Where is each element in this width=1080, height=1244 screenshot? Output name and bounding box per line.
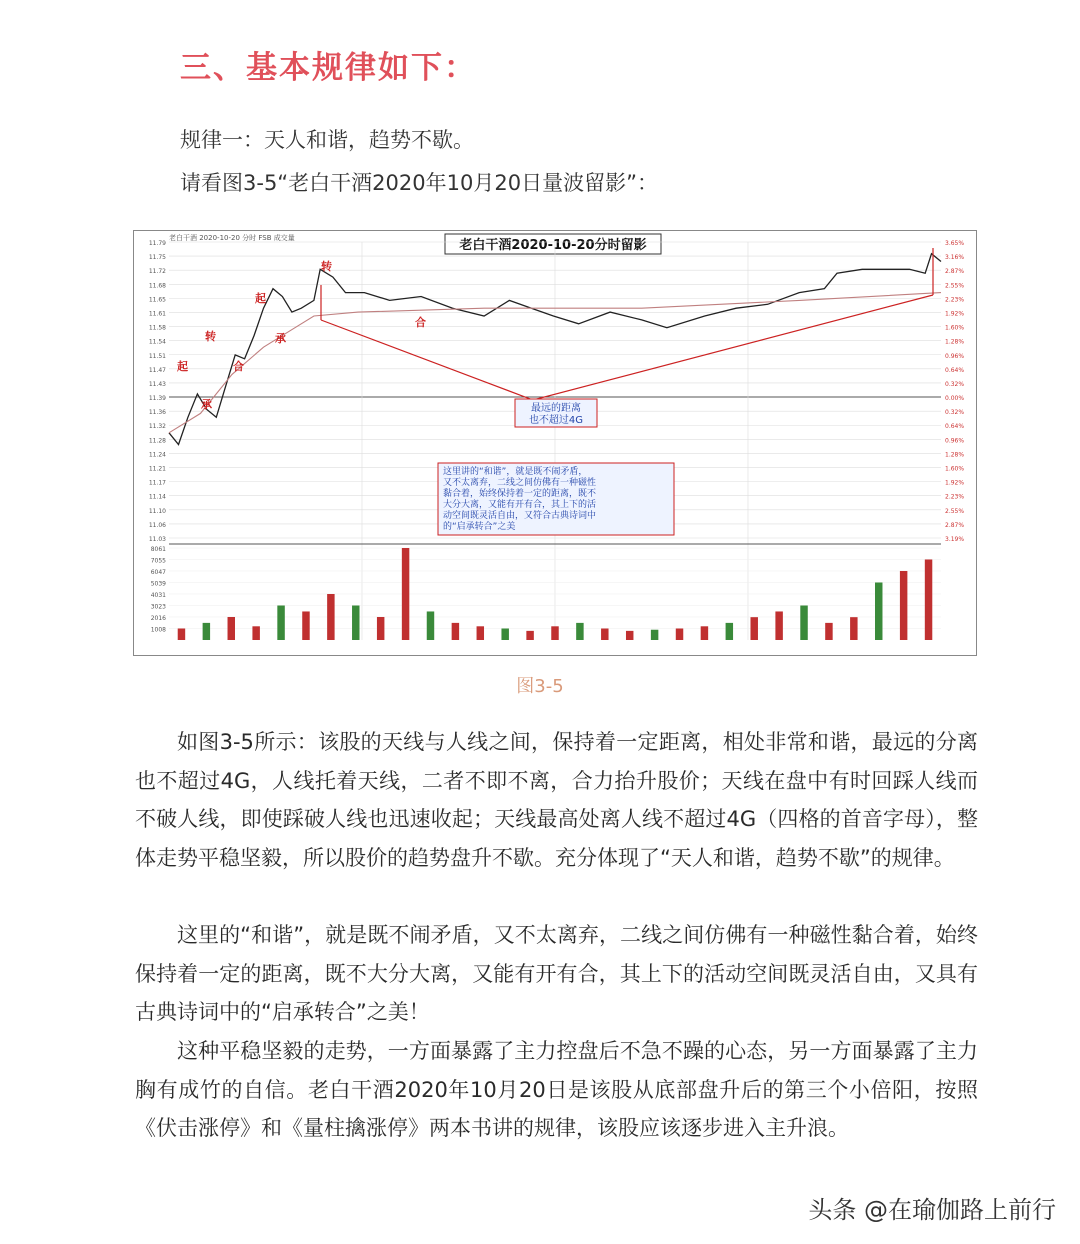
harmony-note-line: 又不太离弃，二线之间仿佛有一种磁性: [443, 478, 597, 488]
price-tick-label: 11.14: [148, 493, 166, 501]
paragraph-1-text: 如图3-5所示：该股的天线与人线之间，保持着一定距离，相处非常和谐，最远的分离也不超过4G，人线托着天线，二者不即不离，合力抬升股价；天线在盘中有时回踩人线而不破人线，即使踩破人线也迅速收起；天线最高处离人线不超过4G（四格的首音字母），整体走势平稳坚毅，所以股价的趋势盘升不歇。充分体现了“天人和谐，趋势不歇”的规律。: [135, 730, 978, 870]
volume-bar: [252, 626, 259, 640]
paragraph-3-text: 这种平稳坚毅的走势，一方面暴露了主力控盘后不急不躁的心态，另一方面暴露了主力胸有成竹的自信。老白干酒2020年10月20日是该股从底部盘升后的第三个小倍阳，按照《伏击涨停》和《量柱擒涨停》两本书讲的规律，该股应该逐步进入主升浪。: [135, 1039, 978, 1140]
volume-bar: [775, 611, 782, 640]
price-tick-label: 11.72: [148, 268, 166, 276]
volume-bar: [626, 631, 633, 640]
price-tick-label: 11.03: [148, 536, 166, 543]
price-tick-label: 11.43: [148, 380, 166, 388]
volume-tick-label: 7055: [150, 557, 166, 565]
section-heading: 三、基本规律如下：: [180, 50, 477, 86]
percent-tick-label: 0.32%: [945, 409, 965, 417]
figure-caption: 图3-5: [516, 676, 564, 697]
price-tick-label: 11.65: [148, 296, 166, 304]
volume-bar: [327, 594, 334, 640]
paragraph-2-text: 这里的“和谐”，就是既不闹矛盾，又不太离弃，二线之间仿佛有一种磁性黏合着，始终保持着一定的距离，既不大分大离，又能有开有合，其上下的活动空间既灵活自由，又具有古典诗词中的“启承转合”之美！: [135, 923, 978, 1024]
rule-one-line: 规律一：天人和谐，趋势不歇。: [180, 128, 474, 152]
label-he-2: 合: [415, 316, 426, 329]
volume-bar: [900, 571, 907, 640]
percent-tick-label: 0.64%: [945, 423, 965, 431]
volume-tick-label: 1008: [150, 626, 166, 634]
volume-tick-label: 6047: [150, 568, 166, 576]
price-tick-label: 11.39: [148, 395, 166, 403]
price-tick-label: 11.24: [148, 451, 166, 459]
percent-tick-label: 2.87%: [945, 521, 965, 529]
percent-tick-label: 2.87%: [945, 268, 965, 276]
percent-tick-label: 0.64%: [945, 366, 965, 374]
label-zhuan-2: 转: [321, 260, 332, 273]
harmony-note-line: 动空间既灵活自由，又符合古典诗词中: [443, 511, 597, 521]
volume-tick-label: 3023: [150, 603, 166, 611]
volume-bar: [302, 611, 309, 640]
price-tick-label: 11.06: [148, 521, 166, 529]
percent-tick-label: 0.00%: [945, 395, 965, 403]
price-tick-label: 11.61: [148, 310, 166, 318]
paragraph-2: [135, 916, 978, 1032]
source-watermark: 头条 @在瑜伽路上前行: [808, 1196, 1056, 1224]
volume-bar: [825, 623, 832, 640]
percent-tick-label: 1.92%: [945, 479, 965, 487]
volume-bar: [277, 605, 284, 640]
label-cheng-1: 承: [201, 398, 212, 411]
volume-bar: [551, 626, 558, 640]
label-qi-1: 起: [177, 360, 188, 373]
percent-tick-label: 1.28%: [945, 338, 965, 346]
volume-tick-label: 5039: [150, 580, 166, 588]
volume-bar: [427, 611, 434, 640]
percent-tick-label: 3.16%: [945, 254, 965, 262]
volume-bar: [402, 548, 409, 640]
price-tick-label: 11.10: [148, 507, 166, 515]
percent-tick-label: 1.60%: [945, 324, 965, 332]
paragraph-1: [135, 723, 978, 877]
intraday-chart-figure: [133, 230, 977, 656]
volume-bar: [352, 605, 359, 640]
volume-bar: [701, 626, 708, 640]
percent-tick-label: 3.19%: [945, 536, 965, 543]
percent-tick-label: 2.55%: [945, 282, 965, 290]
chart-title: 老白干酒2020-10-20分时留影: [459, 238, 647, 253]
volume-bar: [477, 626, 484, 640]
volume-bar: [452, 623, 459, 640]
see-figure-line: 请看图3-5“老白干酒2020年10月20日量波留影”：: [180, 171, 658, 195]
label-zhuan-1: 转: [205, 330, 216, 343]
percent-tick-label: 1.60%: [945, 465, 965, 473]
volume-bar: [850, 617, 857, 640]
percent-tick-label: 0.96%: [945, 352, 965, 360]
volume-bar: [377, 617, 384, 640]
volume-tick-label: 8061: [150, 546, 166, 553]
volume-tick-label: 4031: [150, 591, 166, 599]
volume-bar: [228, 617, 235, 640]
volume-bar: [203, 623, 210, 640]
percent-tick-label: 0.96%: [945, 437, 965, 445]
price-tick-label: 11.32: [148, 423, 166, 431]
label-cheng-2: 承: [275, 332, 286, 345]
price-tick-label: 11.17: [148, 479, 166, 487]
harmony-note-line: 的“启承转合”之美: [443, 522, 516, 532]
paragraph-3: [135, 1032, 978, 1148]
volume-bar: [651, 630, 658, 640]
price-tick-label: 11.28: [148, 437, 166, 445]
chart-header: 老白干酒 2020-10-20 分时 FSB 成交量: [169, 234, 295, 242]
price-tick-label: 11.79: [148, 240, 166, 247]
label-he-1: 合: [233, 360, 244, 373]
volume-tick-label: 2016: [150, 614, 166, 622]
price-tick-label: 11.51: [148, 352, 166, 360]
harmony-note-line: 大分大离，又能有开有合，其上下的活: [443, 500, 597, 510]
price-tick-label: 11.47: [148, 366, 166, 374]
volume-bar: [178, 628, 185, 640]
percent-tick-label: 2.23%: [945, 296, 965, 304]
harmony-note-line: 黏合着，始终保持着一定的距离，既不: [443, 489, 597, 499]
volume-bar: [501, 628, 508, 640]
percent-tick-label: 3.65%: [945, 240, 965, 247]
distance-note-line-2: 也不超过4G: [528, 415, 584, 426]
percent-tick-label: 2.23%: [945, 493, 965, 501]
percent-tick-label: 1.28%: [945, 451, 965, 459]
volume-bar: [925, 559, 932, 640]
price-tick-label: 11.36: [148, 409, 166, 417]
volume-bar: [875, 582, 882, 640]
distance-note-line-1: 最远的距离: [531, 403, 581, 414]
price-tick-label: 11.75: [148, 254, 166, 262]
percent-tick-label: 0.32%: [945, 380, 965, 388]
price-tick-label: 11.21: [148, 465, 166, 473]
volume-bar: [601, 628, 608, 640]
volume-bar: [576, 623, 583, 640]
price-tick-label: 11.54: [148, 338, 166, 346]
percent-tick-label: 1.92%: [945, 310, 965, 318]
price-tick-label: 11.68: [148, 282, 166, 290]
volume-bar: [800, 605, 807, 640]
volume-bar: [676, 628, 683, 640]
volume-bar: [726, 623, 733, 640]
harmony-note-line: 这里讲的“和谐”，就是既不闹矛盾，: [443, 467, 588, 477]
volume-bar: [526, 631, 533, 640]
label-qi-2: 起: [255, 292, 266, 305]
percent-tick-label: 2.55%: [945, 507, 965, 515]
price-tick-label: 11.58: [148, 324, 166, 332]
volume-bar: [750, 617, 757, 640]
